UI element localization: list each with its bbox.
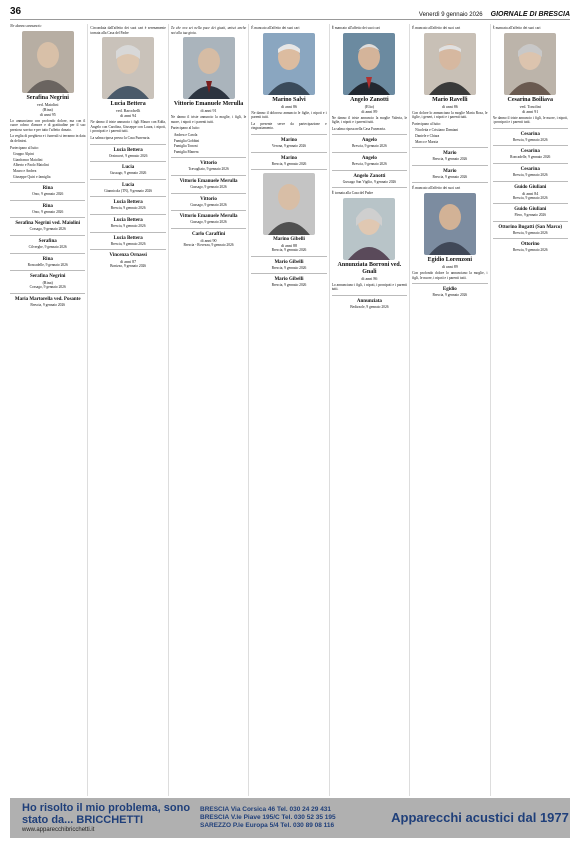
notice-location: Gussago, 9 gennaio 2026 [190, 202, 227, 207]
column-7 [493, 24, 570, 796]
notice-name: Guido Giuliani [514, 184, 547, 190]
notice-name: Carlo Caraffini [191, 231, 226, 237]
notice-location: Roncadelle, 9 gennaio 2026 [510, 155, 551, 160]
notice-location: Brescia - Rovezza, 9 gennaio 2026 [183, 242, 234, 247]
deceased-age: di anni 86 [280, 103, 297, 109]
notice-location: Gussago, 9 gennaio 2026 [190, 220, 227, 225]
announcement-text: Ne danno il triste annuncio la moglie, i figli, le nuore, i nipoti e i parenti tutti. [170, 115, 247, 124]
ad-address: BRESCIA V.le Piave 195/C Tel. 030 52 35 195 [200, 814, 336, 821]
list-item: Andrea e Carola [173, 132, 198, 137]
column-2 [90, 24, 168, 796]
intro-quote: Tu che ora sei nella pace dei giusti, unisci anche noi alla tua gioia. [170, 26, 247, 35]
deceased-age: di anni 89 [441, 263, 458, 269]
notice-name: Vittorio Emanuele Merulla [179, 178, 238, 184]
announcement-text: Lo annunciano con profondo dolore, ma con il cuore colmo d'amore e di gratitudine per il suo prezioso sorriso e per tutto l'affetto donato. [10, 118, 86, 132]
list-item: Marco e Marzia [415, 139, 439, 144]
notice-location: Orzo, 9 gennaio 2026 [32, 192, 64, 197]
portrait-photo [263, 173, 315, 235]
list-item: Giuseppe Quiri e famiglia [13, 174, 51, 179]
notice-location: Brescia, 9 gennaio 2026 [512, 248, 548, 253]
notice-name: Rina [42, 256, 53, 262]
portrait-photo [343, 33, 395, 95]
ad-address: SAREZZO P.le Europa 5/4 Tel. 030 89 08 116 [200, 822, 335, 829]
deceased-name: Lucia Bettera [110, 101, 146, 108]
deceased-nickname: (Rina) [42, 106, 53, 112]
notice-name: Cesarina [520, 131, 540, 137]
deceased-age: di anni 94 [120, 113, 137, 119]
portrait-photo [424, 193, 476, 255]
advertisement-banner[interactable] [10, 798, 570, 838]
notice-location: Brescia, 9 gennaio 2026 [512, 137, 548, 142]
deceased-subname: ved. Tonolini [519, 103, 541, 109]
list-item: Daniele e Chiara [415, 133, 440, 138]
list-item: Famiglia Gobbini [173, 138, 200, 143]
notice-location: Brescia, 9 gennaio 2026 [432, 174, 468, 179]
intro-text: Circondata dall'affetto dei suoi cari è serenamente tornata alla Casa del Padre [90, 26, 166, 35]
notice-location: Orzinuovi, 9 gennaio 2026 [108, 153, 148, 158]
portrait-photo [102, 37, 154, 99]
announcement-text: Ne danno il triste annuncio i figli Mauro con Edda, Angelo con Carolina, Giuseppe con Laura, i nipoti, i pronipoti e i parenti tutti. [90, 120, 166, 134]
notice-name: Mario Gibelli [274, 259, 304, 265]
notice-location: Roncadelle, 9 gennaio 2026 [27, 262, 68, 267]
notice-name: Ottorino [520, 242, 540, 248]
ad-slogan: Ho risolto il mio problema, sono stato da... BRICCHETTI [22, 802, 191, 826]
announcement-text: Con profondo dolore lo annunciano la moglie, i figli, le nuore, i nipoti e i parenti tutti. [412, 270, 488, 280]
notice-name: Marino [280, 137, 298, 143]
notice-name: Annunziata [356, 298, 382, 304]
notice-location: Orzo, 9 gennaio 2026 [32, 209, 64, 214]
deceased-name: Cesarina Boiliava [507, 96, 553, 103]
deceased-age: di anni 89 [361, 108, 378, 114]
deceased-name: Egidio Lorenzoni [427, 256, 473, 263]
notice-name: Serafina Negrini ved. Maiolini [15, 221, 81, 227]
portrait-photo [424, 33, 476, 95]
notice-name: Lucia Bettera [113, 235, 143, 241]
notice-name: Serafina [38, 238, 57, 244]
notice-name: Cesarina [520, 166, 540, 172]
intro-text: È mancata all'affetto dei suoi cari [492, 26, 541, 30]
page-number: 36 [10, 6, 22, 17]
list-item: Gianfranco Maiolini [13, 157, 43, 162]
list-item: Nicoletta e Cristiano Damiani [415, 128, 459, 133]
notice-location: Verona, 9 gennaio 2026 [271, 143, 307, 148]
obituary-columns [10, 24, 570, 796]
column-3 [171, 24, 249, 796]
ad-headline: Apparecchi acustici dal 1977 [391, 810, 569, 825]
deceased-name: Mario Ravelli [432, 96, 468, 103]
notice-location: Brescia, 9 gennaio 2026 [352, 144, 387, 149]
announcement-text: Ne danno il triste annuncio i figli, le nuore, i nipoti, i pronipoti e i parenti tutti. [492, 115, 568, 125]
announcement-text: Ne danno il doloroso annuncio le figlie, i nipoti e i parenti tutti. [251, 110, 327, 120]
notice-name: Rina [42, 203, 53, 209]
notice-name: Mario [443, 168, 457, 174]
notice-location: Brescia, 9 gennaio 2026 [271, 248, 307, 253]
announcement-text: Con dolore lo annunciano la moglie Maria Rosa, le figlie, i generi, i nipoti e i parenti tutti. [412, 110, 488, 120]
notice-name: Guido Giuliani [514, 207, 547, 213]
page-date: Venerdì 9 gennaio 2026 [418, 11, 483, 18]
list-intro: Partecipano al lutto: [10, 145, 39, 150]
notice-name: Vittorio [200, 196, 217, 202]
notice-location: Giannicola (TN), 9 gennaio 2026 [104, 188, 153, 193]
notice-location: Bonizzo, 9 gennaio 2026 [110, 264, 147, 269]
ad-url[interactable]: www.apparecchibricchetti.it [22, 827, 95, 833]
deceased-name: Annunziata Borroni ved. Gnali [337, 261, 402, 275]
announcement-text: La veglia di preghiera e i funerali si terranno in data da definirsi. [10, 134, 86, 143]
notice-location: Brescia, 9 gennaio 2026 [271, 265, 307, 270]
column-4 [251, 24, 329, 796]
notice-location: Cilverghe, 9 gennaio 2026 [28, 244, 67, 249]
notice-location: Brescia, 9 gennaio 2026 [110, 241, 146, 246]
list-item: Alberto e Paolo Maiolini [13, 163, 49, 168]
notice-location: Gussago San Vigilio, 9 gennaio 2026 [342, 179, 397, 184]
notice-location: Brescia, 9 gennaio 2026 [512, 172, 548, 177]
notice-name: Angelo [361, 138, 377, 144]
notice-name: Cesarina [520, 149, 540, 155]
intro-text: È mancato all'affetto dei suoi cari [412, 186, 461, 191]
notice-name: Lucia Bettera [113, 200, 143, 206]
notice-name: Lucia Bettera [113, 217, 143, 223]
portrait-photo [343, 198, 395, 260]
list-intro: Partecipano al lutto: [412, 121, 442, 126]
list-item: Mauro e Andrea [13, 168, 37, 173]
deceased-name: Marino Salvi [272, 96, 306, 103]
notice-name: Marino [280, 155, 298, 161]
deceased-nickname: (Elio) [364, 103, 375, 109]
portrait-photo [22, 31, 74, 93]
notice-location: Brescia, 9 gennaio 2026 [432, 157, 468, 162]
announcement-text: La salma riposa presso la Casa Funeraria. [90, 135, 151, 140]
notice-location: Brescia, 9 gennaio 2026 [30, 302, 66, 307]
announcement-text: Ne danno il triste annuncio la moglie Valeria, le figlie, i nipoti e i parenti tutti. [331, 115, 408, 125]
notice-location: Brescia, 9 gennaio 2026 [110, 223, 146, 228]
notice-name: Lucia [122, 165, 135, 171]
column-6 [412, 24, 490, 796]
notice-name: Ottorino Bugatti (San Marco) [498, 224, 563, 230]
notice-location: Cossago, 9 gennaio 2026 [29, 285, 66, 290]
notice-age: di anni 87 [120, 259, 137, 265]
page-header [10, 4, 570, 20]
notice-name: Serafina Negrini [30, 274, 66, 280]
notice-name: Lucia [122, 182, 135, 188]
deceased-name: Vittorio Emanuele Merulla [173, 101, 244, 108]
notice-nickname: (Rina) [42, 280, 53, 286]
intro-text: È mancato all'affetto dei suoi cari [331, 26, 380, 30]
list-item: Gruppo Alpini [13, 152, 34, 157]
portrait-photo [183, 37, 235, 99]
portrait-photo [263, 33, 315, 95]
notice-location: Brescia, 9 gennaio 2026 [432, 293, 468, 298]
notice-location: Brescia, 9 gennaio 2026 [271, 161, 307, 166]
notice-name: Angelo Zanotti [353, 173, 386, 179]
notice-location: Brescia, 9 gennaio 2026 [512, 195, 548, 200]
ad-slogan-block [10, 802, 200, 834]
notice-name: Lucia Bettera [113, 147, 143, 153]
deceased-subname: ved. Barochelli [115, 108, 141, 114]
notice-location: Travagliato, 9 gennaio 2026 [188, 167, 229, 172]
deceased-age: di anni 91 [200, 108, 217, 114]
notice-name: Egidio [442, 287, 457, 293]
deceased-age: di anni 86 [441, 103, 458, 109]
notice-name: Rina [42, 186, 53, 192]
announcement-text: La presente serve da partecipazione e ringraziamento. [251, 121, 327, 131]
intro-text: È mancato all'affetto dei suoi cari [251, 26, 300, 30]
column-1 [10, 24, 88, 796]
ad-addresses [200, 806, 390, 830]
section-note: Ne danno annuncio [10, 24, 42, 28]
deceased-age: di anni 95 [39, 111, 56, 117]
deceased-subname: ved. Maiolini [36, 101, 59, 107]
notice-age: di anni 90 [200, 237, 217, 243]
notice-location: Flero, 9 gennaio 2026 [514, 213, 547, 218]
announcement-text: Lo annunciano i figli, i nipoti, i pronipoti e i parenti tutti. [331, 282, 408, 292]
notice-location: Gussago, 9 gennaio 2026 [190, 184, 227, 189]
notice-location: Brescia, 9 gennaio 2026 [512, 230, 548, 235]
notice-name: Maria Martorella ved. Posante [14, 296, 81, 302]
list-item: Famiglia Tononi [173, 144, 198, 149]
notice-name: Vincenza Ornassi [109, 253, 147, 259]
intro-text: È tornata alla Casa del Padre [331, 191, 374, 196]
deceased-age: di anni 86 [361, 275, 378, 281]
list-item: Famiglia Manera [173, 149, 199, 154]
list-intro: Partecipano al lutto: [170, 126, 200, 131]
deceased-name: Serafina Negrini [26, 94, 69, 101]
notice-name: Angelo [361, 155, 377, 161]
deceased-name: Angelo Zanotti [350, 96, 389, 103]
notice-name: Mario [443, 151, 457, 157]
column-5 [332, 24, 410, 796]
notice-location: Gussago, 9 gennaio 2026 [109, 171, 147, 176]
notice-location: Cossago, 9 gennaio 2026 [29, 227, 66, 232]
notice-location: Brescia, 9 gennaio 2026 [110, 206, 146, 211]
notice-name: Marino Gibelli [273, 237, 305, 243]
notice-location: Brescia, 9 gennaio 2026 [271, 283, 307, 288]
notice-name: Vittorio Emanuele Merulla [179, 214, 238, 220]
portrait-photo [504, 33, 556, 95]
notice-location: Brescia, 9 gennaio 2026 [352, 161, 387, 166]
notice-location: Bedizzole, 9 gennaio 2026 [350, 304, 389, 309]
notice-name: Mario Gibelli [274, 277, 304, 283]
announcement-text: La salma riposa nella Casa Funeraria. [331, 126, 386, 131]
deceased-age: di anni 91 [522, 108, 539, 114]
notice-age: di anni 84 [522, 190, 539, 196]
newspaper-name: GIORNALE DI BRESCIA [490, 10, 570, 18]
ad-address: BRESCIA Via Corsica 46 Tel. 030 24 29 431 [200, 806, 332, 813]
notice-name: Vittorio [200, 161, 217, 167]
notice-age: di anni 88 [280, 243, 297, 249]
intro-text: È mancato all'affetto dei suoi cari [412, 26, 461, 30]
